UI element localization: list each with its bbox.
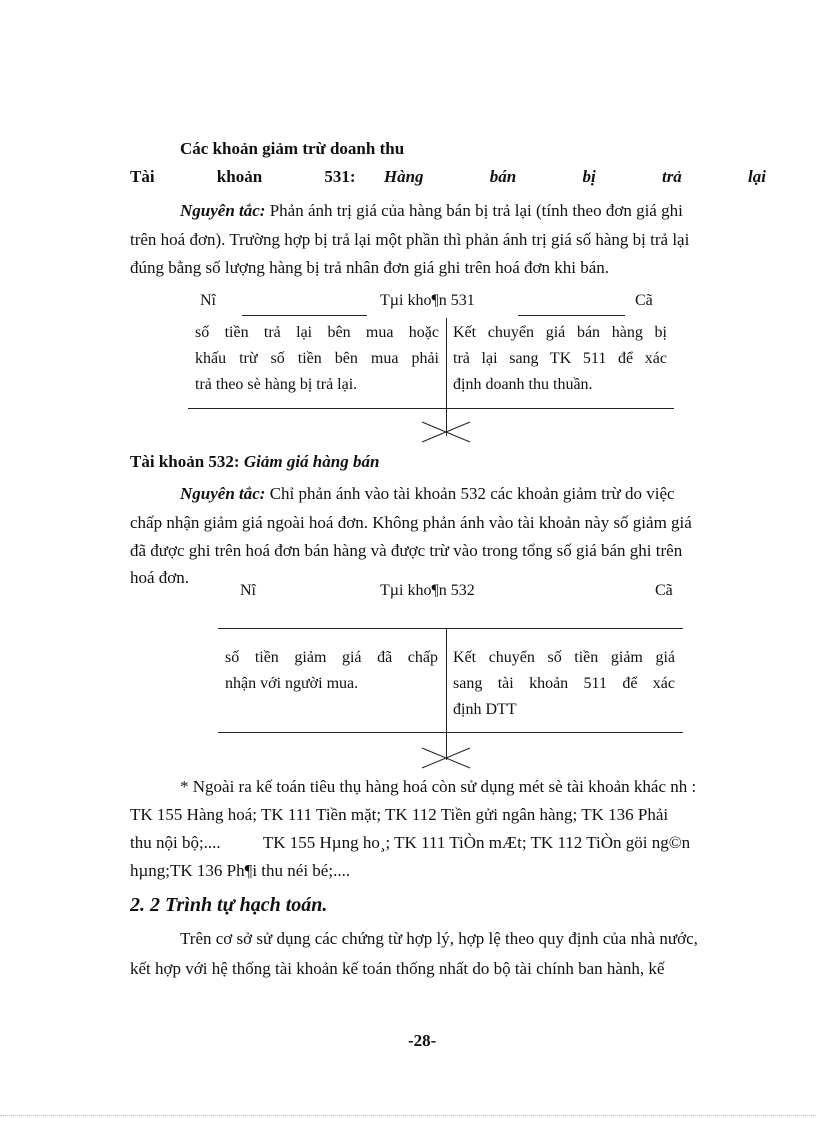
t-account-532-debit-entries [225, 645, 438, 697]
principle-text: Chỉ phản ánh vào tài khoản 532 các khoản giảm trừ do việc [265, 484, 675, 503]
account-531-principle-line2: trên hoá đơn). Trường hợp bị trả lại một phần thì phản ánh trị giá số hàng bị trả lại [130, 230, 690, 249]
account-532-principle-line4: hoá đơn. [130, 568, 190, 587]
principle-label: Nguyên tắc: [180, 201, 266, 220]
t-account-531-title: Tµi kho¶n 531 [380, 292, 475, 309]
account-531-heading [130, 164, 766, 190]
note-line1: * Ngoài ra kế toán tiêu thụ hàng hoá còn sử dụng mét sè tài khoản khác nh : [180, 777, 697, 796]
note-line4: hµng;TK 136 Ph¶i thu néi bé;.... [130, 861, 351, 880]
principle-text: Phản ánh trị giá của hàng bán bị trả lại (tính theo đơn giá ghi [265, 201, 683, 220]
t-account-531-debit: Nî [200, 292, 216, 309]
credit-entry-line: Kết chuyển giá bán hàng bị [453, 324, 667, 341]
t-account-531-credit: Cã [635, 292, 653, 309]
t-account-532-topline [218, 628, 683, 629]
account-532-principle-line3: đã được ghi trên hoá đơn bán hàng và được trừ vào trong tổng số giá bán ghi trên [130, 541, 683, 560]
credit-entry-line: sang tài khoản 511 để xác [453, 675, 675, 692]
debit-entry-line: khấu trừ số tiền bên mua phải [195, 350, 439, 367]
principle-label: Nguyên tắc: [180, 484, 266, 503]
section-2-2-line2: kết hợp với hệ thống tài khoản kế toán thống nhất do bộ tài chính ban hành, kế [130, 959, 665, 978]
note-line3: thu nội bộ;.... TK 155 Hµng ho¸; TK 111 TiÒn mÆt; TK 112 TiÒn göi ng©n [130, 833, 691, 852]
t-account-531-rule-left [242, 315, 367, 316]
credit-entry-line: định DTT [453, 701, 517, 718]
note-line2: TK 155 Hàng hoá; TK 111 Tiền mặt; TK 112 Tiền gửi ngân hàng; TK 136 Phải [130, 805, 669, 824]
t-account-532-divider [446, 628, 447, 760]
account-531-principle-line3: đúng bằng số lượng hàng bị trả nhân đơn giá ghi trên hoá đơn khi bán. [130, 258, 610, 277]
account-531-principle-line1 [180, 198, 683, 224]
account-531-title: Hàng bán bị trả lại [383, 167, 766, 186]
t-account-532-debit: Nî [240, 582, 256, 599]
t-account-531-cross-mark [418, 418, 474, 446]
t-account-531-credit-entries [453, 320, 667, 398]
account-531-prefix: Tài khoản 531: [130, 167, 356, 186]
page-number: -28- [408, 1031, 437, 1050]
page-bottom-border [0, 1115, 816, 1116]
t-account-532-baseline [218, 732, 683, 733]
section-2-2-line1: Trên cơ sở sử dụng các chứng từ hợp lý, hợp lệ theo quy định của nhà nước, [180, 929, 698, 948]
debit-entry-line: nhận với người mua. [225, 675, 359, 692]
credit-entry-line: trả lại sang TK 511 để xác [453, 350, 667, 367]
debit-entry-line: trả theo sè hàng bị trả lại. [195, 376, 358, 393]
t-account-532-credit: Cã [655, 582, 673, 599]
t-account-531-rule-right [518, 315, 625, 316]
debit-entry-line: số tiền trả lại bên mua hoặc [195, 324, 439, 341]
account-532-prefix: Tài khoản 532: [130, 452, 240, 471]
account-532-principle-line2: chấp nhận giảm giá ngoài hoá đơn. Không phản ánh vào tài khoản này số giảm giá [130, 513, 692, 532]
t-account-532-title: Tµi kho¶n 532 [380, 582, 475, 599]
account-532-title: Giảm giá hàng bán [243, 452, 380, 471]
t-account-531-debit-entries [195, 320, 439, 398]
account-532-heading [130, 449, 379, 475]
t-account-531-baseline [188, 408, 674, 409]
account-532-principle-line1 [180, 481, 675, 507]
t-account-532-cross-mark [418, 744, 474, 772]
debit-entry-line: số tiền giảm giá đã chấp [225, 649, 438, 666]
credit-entry-line: Kết chuyển số tiền giảm giá [453, 649, 675, 666]
section-2-2-heading: 2. 2 Trình tự hạch toán. [130, 894, 328, 916]
section-heading: Các khoản giảm trừ doanh thu [180, 139, 405, 158]
t-account-532-credit-entries [453, 645, 675, 723]
credit-entry-line: định doanh thu thuần. [453, 376, 593, 393]
